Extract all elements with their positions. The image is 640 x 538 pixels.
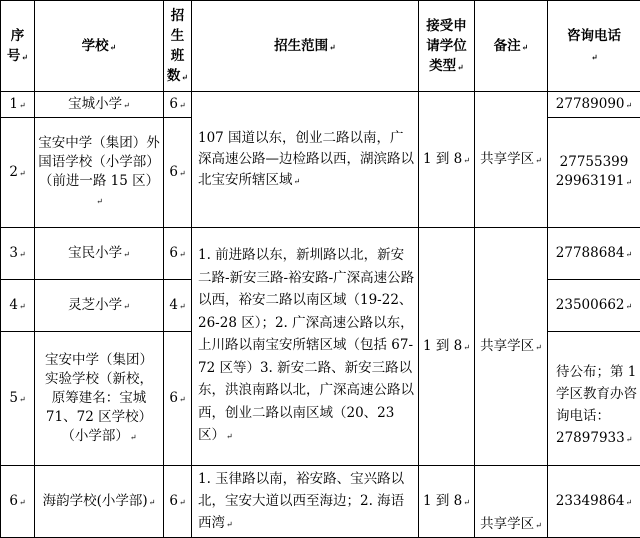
phone-number: 27789090↵ xyxy=(548,92,640,118)
phone-number: 23500662↵ xyxy=(548,280,640,332)
school-name: 宝城小学↵ xyxy=(35,92,164,118)
class-count: 4↵ xyxy=(164,280,192,332)
header-grades: 接受申请学位类型↵ xyxy=(419,1,475,92)
row-index: 6↵ xyxy=(1,466,35,538)
row-index: 5↵ xyxy=(1,332,35,466)
row-index: 2↵ xyxy=(1,118,35,228)
row-index: 3↵ xyxy=(1,228,35,280)
header-classes: 招生班数↵ xyxy=(164,1,192,92)
enrollment-range: 107 国道以东，创业二路以南，广深高速公路—边检路以西，湖滨路以北宝安所辖区域↵ xyxy=(192,92,419,228)
enrollment-range: 1. 前进路以东，新圳路以北，新安二路-新安三路-裕安路-广深高速公路以西，裕安二路以南区域（19-22、26-28 区）；2. 广深高速公路以东，上川路以南宝安所辖区域（包括 67-72 区等）3. 新安二路、新安三路以东，洪浪南路以北，广深高速公路以西，创业二路以南区域（20、23 区）↵ xyxy=(192,228,419,466)
note: 共享学区↵ xyxy=(475,466,548,538)
note: 共享学区↵ xyxy=(475,228,548,466)
header-index: 序号↵ xyxy=(1,1,35,92)
header-phone: 咨询电话↵ xyxy=(548,1,640,92)
class-count: 6↵ xyxy=(164,228,192,280)
class-count: 6↵ xyxy=(164,118,192,228)
school-name: 宝安中学（集团）外国语学校（小学部）（前进一路 15 区）↵ xyxy=(35,118,164,228)
grade-types: 1 到 8↵ xyxy=(419,466,475,538)
header-school: 学校↵ xyxy=(35,1,164,92)
row-index: 4↵ xyxy=(1,280,35,332)
phone-number: 27755399 29963191↵ xyxy=(548,118,640,228)
header-range: 招生范围↵ xyxy=(192,1,419,92)
enrollment-range: 1. 玉律路以南，裕安路、宝兴路以北，宝安大道以西至海边；2. 海语西湾↵ xyxy=(192,466,419,538)
row-index: 1↵ xyxy=(1,92,35,118)
table-row xyxy=(1,466,640,538)
note: 共享学区↵ xyxy=(475,92,548,228)
grade-types: 1 到 8↵ xyxy=(419,228,475,466)
header-note: 备注↵ xyxy=(475,1,548,92)
school-name: 宝民小学↵ xyxy=(35,228,164,280)
phone-number: 待公布；第 1 学区教育办咨询电话：27897933↵ xyxy=(548,332,640,466)
class-count: 6↵ xyxy=(164,332,192,466)
table-row xyxy=(1,228,640,280)
grade-types: 1 到 8↵ xyxy=(419,92,475,228)
school-name: 灵芝小学↵ xyxy=(35,280,164,332)
header-row xyxy=(1,1,640,92)
class-count: 6↵ xyxy=(164,92,192,118)
table-row xyxy=(1,92,640,118)
school-name: 海韵学校(小学部)↵ xyxy=(35,466,164,538)
class-count: 6↵ xyxy=(164,466,192,538)
school-name: 宝安中学（集团）实验学校（新校，原筹建名：宝城 71、72 区学校）（小学部）↵ xyxy=(35,332,164,466)
phone-number: 27788684↵ xyxy=(548,228,640,280)
phone-number: 23349864↵ xyxy=(548,466,640,538)
